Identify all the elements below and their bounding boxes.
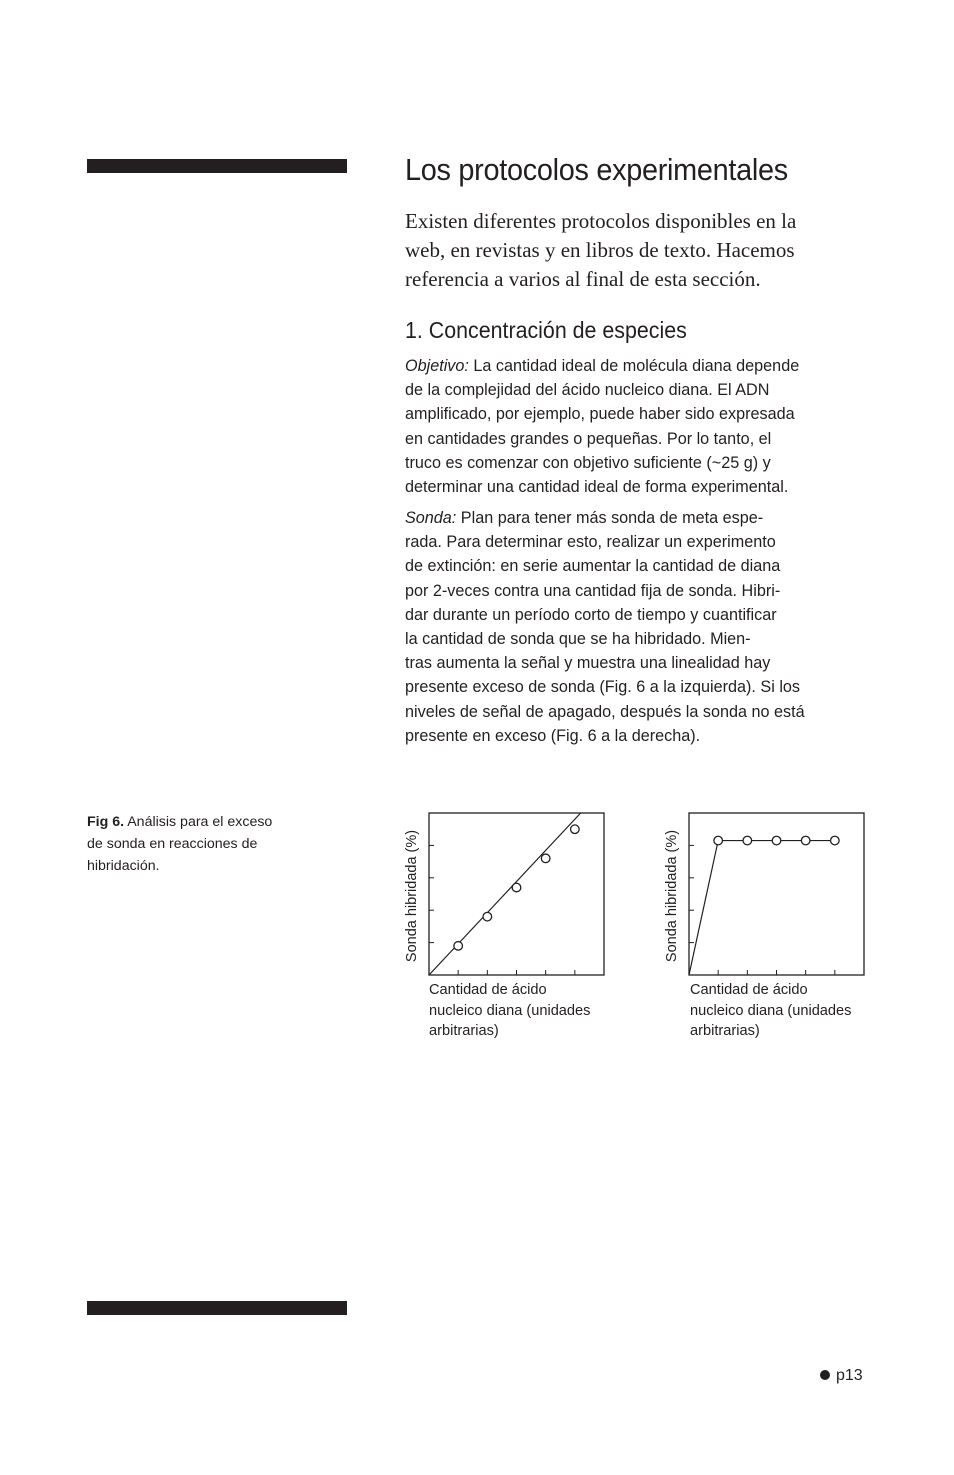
bullet-icon — [820, 1370, 830, 1380]
text-line: determinar una cantidad ideal de forma experimental. — [405, 478, 789, 497]
bottom-rule — [87, 1301, 347, 1315]
x-label-line: nucleico diana (unidades — [690, 1002, 852, 1019]
text-line: presente exceso de sonda (Fig. 6 a la izquierda). Si los — [405, 678, 801, 697]
data-point — [772, 836, 781, 845]
text-line: de la complejidad del ácido nucleico diana. El ADN — [405, 381, 770, 400]
data-point — [483, 912, 492, 921]
x-label-line: Cantidad de ácido — [429, 982, 547, 998]
chart-x-axis-label — [690, 980, 890, 1042]
page-number — [820, 1367, 863, 1385]
series-line — [429, 813, 581, 975]
text-line: dar durante un período corto de tiempo y cuantificar — [405, 605, 777, 624]
plot-frame — [429, 813, 604, 975]
intro-paragraph — [405, 207, 875, 294]
chart-svg — [398, 805, 618, 980]
y-axis-label: Sonda hibridada (%) — [664, 829, 680, 963]
data-point — [454, 942, 463, 951]
text-line: de extinción: en serie aumentar la cantidad de diana — [405, 557, 781, 576]
text-line: presente en exceso (Fig. 6 a la derecha). — [405, 726, 701, 745]
chart-probe-excess — [398, 805, 618, 980]
series-line — [689, 841, 835, 975]
y-axis-label: Sonda hibridada (%) — [404, 829, 420, 963]
data-point — [743, 836, 752, 845]
text-line — [405, 354, 875, 378]
intro-line: Existen diferentes protocolos disponibles en la — [405, 209, 797, 233]
text-line: tras aumenta la señal y muestra una linealidad hay — [405, 654, 771, 673]
text-line: amplificado, por ejemplo, puede haber sido expresada — [405, 405, 795, 424]
caption-line: hibridación. — [87, 858, 160, 874]
text-line: niveles de señal de apagado, después la sonda no está — [405, 702, 805, 721]
intro-line: web, en revistas y en libros de texto. Hacemos — [405, 238, 795, 262]
objetivo-label: Objetivo: — [405, 357, 469, 375]
top-rule — [87, 159, 347, 173]
data-point — [714, 836, 723, 845]
text-line: rada. Para determinar esto, realizar un experimento — [405, 533, 776, 552]
text-run: La cantidad ideal de molécula diana depende — [468, 357, 800, 375]
chart-x-axis-label — [429, 980, 629, 1042]
text-line — [405, 506, 875, 530]
text-line: la cantidad de sonda que se ha hibridado. Mien- — [405, 630, 751, 649]
figure-caption — [87, 811, 327, 877]
x-label-line: Cantidad de ácido — [690, 982, 808, 998]
data-point — [801, 836, 810, 845]
data-point — [541, 854, 550, 863]
x-label-line: arbitrarias) — [690, 1023, 760, 1039]
caption-line — [87, 811, 327, 833]
data-point — [512, 883, 521, 892]
text-line: truco es comenzar con objetivo suficiente (~25 g) y — [405, 453, 771, 472]
subsection-heading: 1. Concentración de especies — [405, 317, 687, 343]
data-point — [831, 836, 840, 845]
sonda-paragraph — [405, 506, 875, 748]
page-number-text: p13 — [836, 1367, 863, 1384]
intro-line: referencia a varios al final de esta sección. — [405, 267, 761, 291]
text-line: por 2-veces contra una cantidad fija de sonda. Hibri- — [405, 581, 781, 600]
chart-svg — [658, 805, 878, 980]
sonda-label: Sonda: — [405, 509, 457, 527]
data-point — [571, 825, 580, 834]
section-title: Los protocolos experimentales — [405, 152, 788, 187]
x-label-line: arbitrarias) — [429, 1023, 499, 1039]
caption-run: Análisis para el exceso — [124, 814, 273, 830]
chart-probe-saturation — [658, 805, 878, 980]
x-label-line: nucleico diana (unidades — [429, 1002, 591, 1019]
text-line: en cantidades grandes o pequeñas. Por lo tanto, el — [405, 429, 772, 448]
caption-line: de sonda en reacciones de — [87, 836, 258, 852]
text-run: Plan para tener más sonda de meta espe- — [456, 509, 764, 527]
objetivo-paragraph — [405, 354, 875, 499]
figure-label: Fig 6. — [87, 814, 125, 830]
